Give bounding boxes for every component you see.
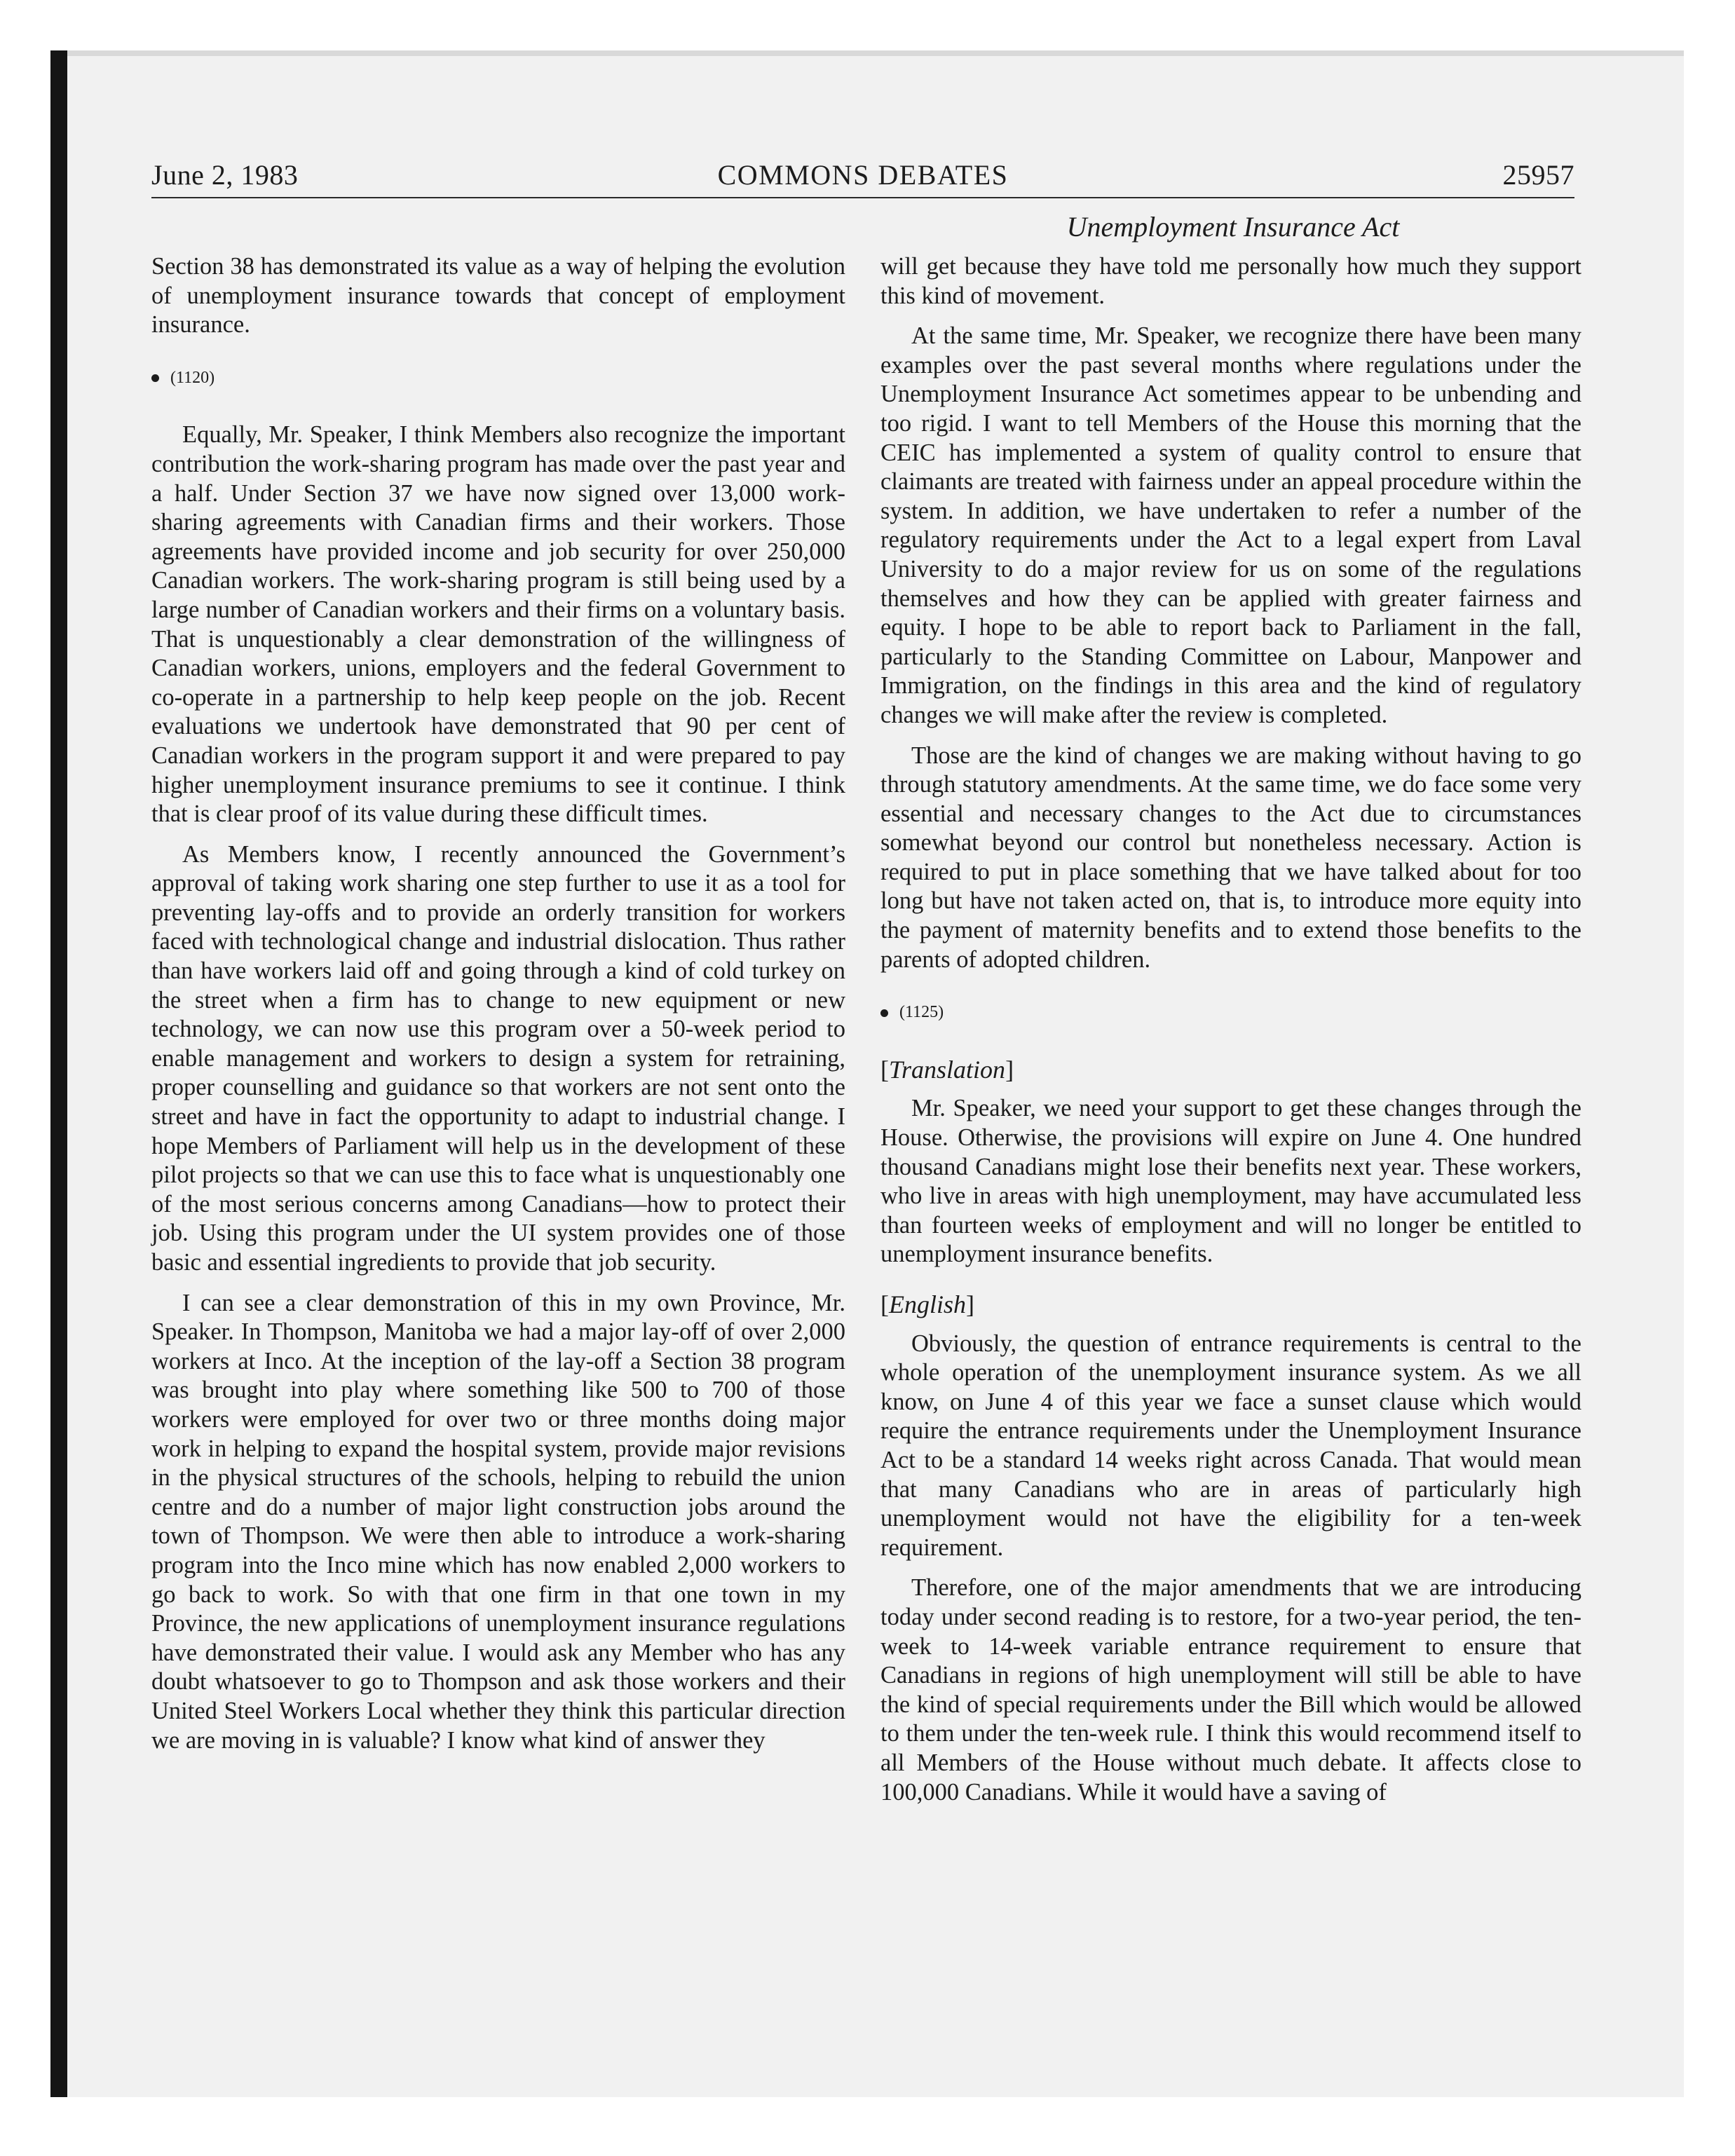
page-header [151,158,1574,198]
header-title: COMMONS DEBATES [717,159,1009,191]
paragraph: Those are the kind of changes we are making without having to go through statutory amendments. At the same time, we do face some very essential and necessary changes to the Act due to circumstances somewhat beyond our control but nonetheless necessary. Action is required to put in place something that we have talked about for too long but have not taken acted on, that is, to introduce more equity into the payment of maternity benefits and to extend those benefits to the parents of adopted children. [880,742,1581,973]
scan-binding-edge [50,50,67,2097]
translation-label: [Translation] [880,1055,1014,1084]
paragraph: will get because they have told me personally how much they support this kind of movement. [880,253,1581,309]
english-label: [English] [880,1290,975,1318]
paragraph: Obviously, the question of entrance requirements is central to the whole operation of the unemployment insurance system. As we all know, on June 4 of this year we face a sunset clause which would require the entrance requirements under the Unemployment Insurance Act to be a standard 14 weeks right across Canada. That would mean that many Canadians who are in areas of particularly high unemployment would not have the eligibility for a ten-week requirement. [880,1330,1581,1561]
english-label-text: English [889,1290,967,1318]
paragraph: Mr. Speaker, we need your support to get these changes through the House. Otherwise, the provisions will expire on June 4. One hundred thousand Canadians might lose their benefits next year. These workers, who live in areas with high unemployment, may have accumulated less than fourteen weeks of employment and will no longer be entitled to unemployment insurance benefits. [880,1095,1581,1268]
time-marker [880,998,1581,1028]
time-marker-label: (1120) [170,368,215,387]
right-column [880,252,1581,1818]
bullet-icon [880,1009,888,1017]
paragraph: As Members know, I recently announced the Government’s approval of taking work sharing one step further to use it as a tool for preventing lay-offs and to provide an orderly transition for workers faced with technological change and industrial dislocation. Thus rather than have workers laid off and going through a kind of cold turkey on the street when a firm has to change to new equipment or new technology, we can now use this program over a 50-week period to enable management and workers to design a system for retraining, proper counselling and guidance so that workers are not sent onto the street and have in fact the opportunity to adapt to industrial change. I hope Members of Parliament will help us in the development of these pilot projects so that we can use this to face what is unquestionably one of the most serious concerns among Canadians—how to protect their job. Using this program under the UI system provides one of those basic and essential ingredients to provide that job security. [151,840,845,1276]
bullet-icon [151,374,159,382]
time-marker [151,364,845,393]
paragraph: Therefore, one of the major amendments that we are introducing today under second reading is to restore, for a two-year period, the ten-week to 14-week variable entrance requirement to ensure that Canadians in regions of high unemployment will still be able to have the kind of special requirements under the Bill which would be allowed to them under the ten-week rule. I think this would recommend itself to all Members of the House without much debate. It affects close to 100,000 Canadians. While it would have a saving of [880,1574,1581,1806]
time-marker-label: (1125) [899,1003,944,1022]
translation-label-text: Translation [889,1055,1006,1084]
paragraph: I can see a clear demonstration of this in my own Province, Mr. Speaker. In Thompson, Manitoba we had a major lay-off of over 2,000 workers at Inco. At the inception of the lay-off a Section 38 program was brought into play where something like 500 to 700 of those workers were employed for over two or three months doing major work in helping to expand the hospital system, provide major revisions in the physical structures of the schools, helping to rebuild the union centre and do a number of major light construction jobs around the town of Thompson. We were then able to introduce a work-sharing program into the Inco mine which has now enabled 2,000 workers to go back to work. So with that one firm in that one town in my Province, the new applications of unemployment insurance regulations have demonstrated their value. I would ask any Member who has any doubt whatsoever to go to Thompson and ask those workers and their United Steel Workers Local whether they think this particular direction we are moving in is valuable? I know what kind of answer they [151,1289,845,1754]
paragraph: At the same time, Mr. Speaker, we recognize there have been many examples over the past several months where regulations under the Unemployment Insurance Act sometimes appear to be unbending and too rigid. I want to tell Members of the House this morning that the CEIC has implemented a system of quality control to ensure that claimants are treated with fairness under an appeal procedure within the system. In addition, we have undertaken to refer a number of the regulatory requirements under the Act to a legal expert from Laval University to do a major review for us on some of the regulations themselves and how they can be applied with greater fairness and equity. I hope to be able to report back to Parliament in the fall, particularly to the Standing Committee on Labour, Manpower and Immigration, on the findings in this area and the kind of regulatory changes we will make after the review is completed. [880,322,1581,728]
paragraph: Section 38 has demonstrated its value as a way of helping the evolution of unemployment insurance towards that concept of employment insurance. [151,253,845,339]
running-head: Unemployment Insurance Act [1066,211,1400,243]
header-page-number: 25957 [1502,159,1574,191]
left-column [151,252,845,1766]
header-rule [151,197,1574,198]
scan-top-edge [50,50,1684,56]
header-date: June 2, 1983 [151,159,299,191]
paragraph: Equally, Mr. Speaker, I think Members also recognize the important contribution the work-sharing program has made over the past year and a half. Under Section 37 we have now signed over 13,000 work-sharing agreements with Canadian firms and their workers. Those agreements have provided income and job security for over 250,000 Canadian workers. The work-sharing program is still being used by a large number of Canadian workers and their firms on a voluntary basis. That is unquestionably a clear demonstration of the willingness of Canadian workers, unions, employers and the federal Government to co-operate in a partnership to help keep people on the job. Recent evaluations we undertook have demonstrated that 90 per cent of Canadian workers in the program support it and were prepared to pay higher unemployment insurance premiums to see it continue. I think that is clear proof of its value during these difficult times. [151,421,845,828]
